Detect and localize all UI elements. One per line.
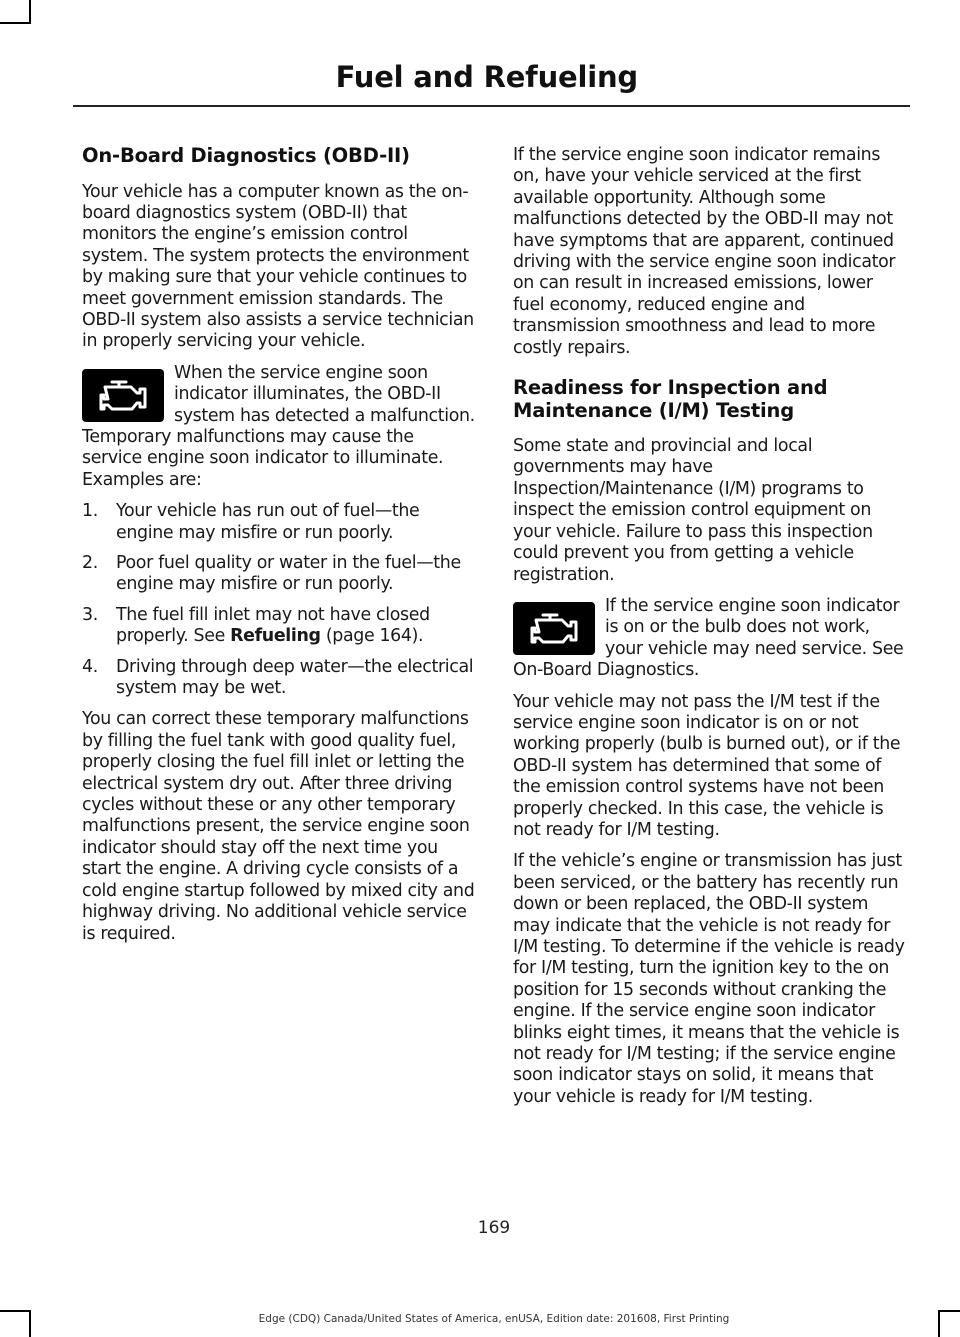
list-item	[82, 553, 476, 596]
obd-heading: On-Board Diagnostics (OBD-II)	[82, 144, 410, 167]
icon-description: When the service engine soon indicator illuminates, the OBD-II system has detected a malfunction. Temporary malfunctions may cause the service engine soon indicator to illuminate. Examples are:	[82, 362, 475, 490]
im-test-paragraph: Your vehicle may not pass the I/M test if the service engine soon indicator is on or not working properly (bulb is burned out), or if the OBD-II system has determined that some of the emission control systems have not been properly checked. In this case, the vehicle is not ready for I/M testing.	[513, 691, 901, 840]
obd-intro: Your vehicle has a computer known as the on-board diagnostics system (OBD-II) that monitors the engine’s emission control system. The system protects the environment by making sure that your vehicle continues to meet government emission standards. The OBD-II system also assists a service technician in properly servicing your vehicle.	[82, 181, 474, 352]
right-column	[513, 145, 907, 1118]
section-title: Fuel and Refueling	[335, 60, 638, 94]
page-reference: (page 164).	[320, 626, 424, 647]
list-item	[82, 657, 476, 700]
service-paragraph: If the service engine soon indicator remains on, have your vehicle serviced at the first available opportunity. Although some malfunctions detected by the OBD-II may not have symptoms that are apparent, continued driving with the service engine soon indicator on can result in increased emissions, lower fuel economy, reduced engine and transmission smoothness and lead to more costly repairs.	[513, 145, 896, 358]
list-number: 1.	[82, 501, 98, 522]
footer-edition: Edge (CDQ) Canada/United States of America, enUSA, Edition date: 201608, First Printing	[258, 1313, 730, 1325]
page-number: 169	[477, 1218, 511, 1238]
list-text: Poor fuel quality or water in the fuel—the engine may misfire or run poorly.	[116, 553, 461, 595]
refueling-link[interactable]: Refueling	[230, 626, 321, 647]
list-text: Driving through deep water—the electrical system may be wet.	[116, 656, 474, 699]
list-text: Your vehicle has run out of fuel—the engine may misfire or run poorly.	[116, 501, 420, 543]
list-item	[82, 605, 476, 648]
engine-icon	[513, 602, 595, 655]
crop-mark	[938, 1310, 960, 1312]
crop-mark	[29, 0, 31, 22]
im-programs-paragraph: Some state and provincial and local governments may have Inspection/Maintenance (I/M) programs to inspect the emission control equipment on your vehicle. Failure to pass this inspection could prevent you from getting a vehicle registration.	[513, 436, 873, 585]
icon-paragraph	[513, 596, 907, 682]
crop-mark	[0, 1310, 31, 1312]
readiness-heading: Readiness for Inspection and Maintenance (I/M) Testing	[513, 376, 828, 422]
list-number: 2.	[82, 553, 98, 573]
icon-paragraph	[82, 363, 476, 491]
readiness-check-paragraph: If the vehicle’s engine or transmission has just been serviced, or the battery has recently run down or been replaced, the OBD-II system may indicate that the vehicle is not ready for I/M testing. To determine if the vehicle is ready for I/M testing, turn the ignition key to the on position for 15 seconds without cranking the engine. If the service engine soon indicator blinks eight times, it means that the vehicle is not ready for I/M testing; if the service engine soon indicator stays on solid, it means that your vehicle is ready for I/M testing.	[513, 851, 905, 1107]
list-text: The fuel fill inlet may not have closed properly. See	[116, 604, 430, 647]
left-column	[82, 145, 476, 955]
icon-description: If the service engine soon indicator is on or the bulb does not work, your vehicle may need service. See On-Board Diagnostics.	[513, 595, 904, 681]
crop-mark	[0, 22, 31, 24]
examples-list	[82, 501, 476, 699]
list-item	[82, 501, 476, 544]
engine-icon	[82, 369, 164, 422]
obd-closing: You can correct these temporary malfunctions by filling the fuel tank with good quality fuel, properly closing the fuel fill inlet or letting the electrical system dry out. After three driving cycles without these or any other temporary malfunctions present, the service engine soon indicator should stay off the next time you start the engine. A driving cycle consists of a cold engine startup followed by mixed city and highway driving. No additional vehicle service is required.	[82, 709, 475, 944]
header-divider	[73, 105, 910, 107]
list-number: 3.	[82, 604, 98, 625]
list-number: 4.	[82, 656, 98, 677]
